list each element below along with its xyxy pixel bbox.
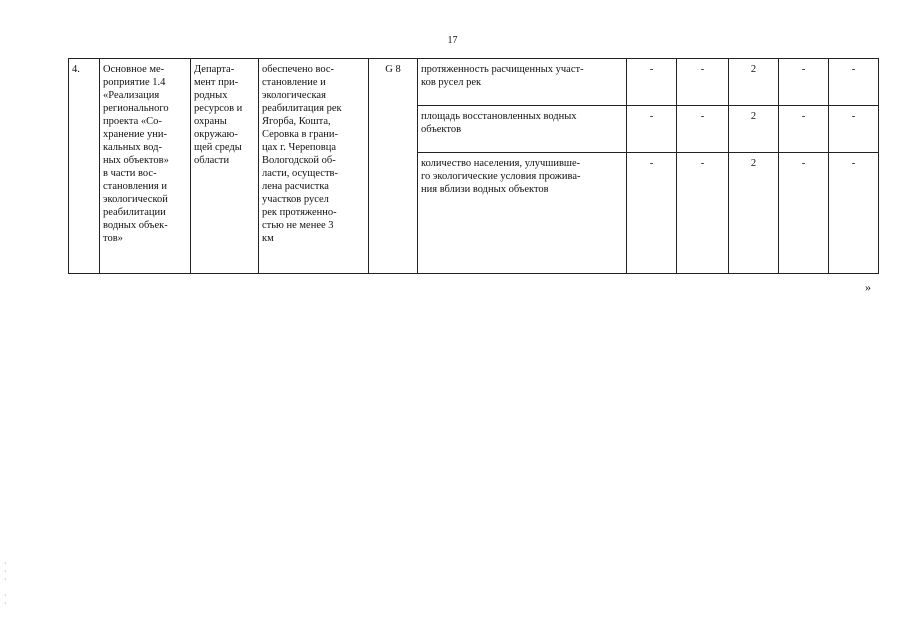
measure-name: Основное ме- роприятие 1.4 «Реализация регионального проекта «Со- хранение уни- кальных вод- ных объектов» в части вос- становления и экологической реабилитации водных объек- тов» <box>100 59 191 274</box>
page-number: 17 <box>447 35 458 46</box>
closing-quote: » <box>865 280 871 294</box>
indicator-value: - <box>779 106 829 153</box>
measures-table <box>68 58 879 274</box>
table-row <box>69 59 879 106</box>
code-cell: G 8 <box>369 59 418 274</box>
executor-cell: Департа- мент при- родных ресурсов и охраны окружаю- щей среды области <box>191 59 259 274</box>
scan-edge-mark: · · · · · <box>4 559 7 608</box>
indicator-value: - <box>627 106 677 153</box>
indicator-value: - <box>627 153 677 274</box>
indicator-value: - <box>627 59 677 106</box>
indicator-value: - <box>779 59 829 106</box>
indicator-name: протяженность расчищенных участ- ков русел рек <box>418 59 627 106</box>
result-cell: обеспечено вос- становление и экологическая реабилитация рек Ягорба, Кошта, Серовка в грани- цах г. Череповца Вологодской об- ласти, осуществ- лена расчистка участков русел рек протяженно- стью не менее 3 км <box>259 59 369 274</box>
indicator-value: - <box>779 153 829 274</box>
indicator-name: количество населения, улучшивше- го экологические условия прожива- ния вблизи водных объектов <box>418 153 627 274</box>
indicator-value: 2 <box>729 153 779 274</box>
indicator-value: - <box>677 59 729 106</box>
indicator-value: - <box>677 106 729 153</box>
indicator-name: площадь восстановленных водных объектов <box>418 106 627 153</box>
indicator-value: 2 <box>729 106 779 153</box>
indicator-value: - <box>829 59 879 106</box>
row-number: 4. <box>69 59 100 274</box>
indicator-value: 2 <box>729 59 779 106</box>
indicator-value: - <box>829 106 879 153</box>
indicator-value: - <box>677 153 729 274</box>
indicator-value: - <box>829 153 879 274</box>
